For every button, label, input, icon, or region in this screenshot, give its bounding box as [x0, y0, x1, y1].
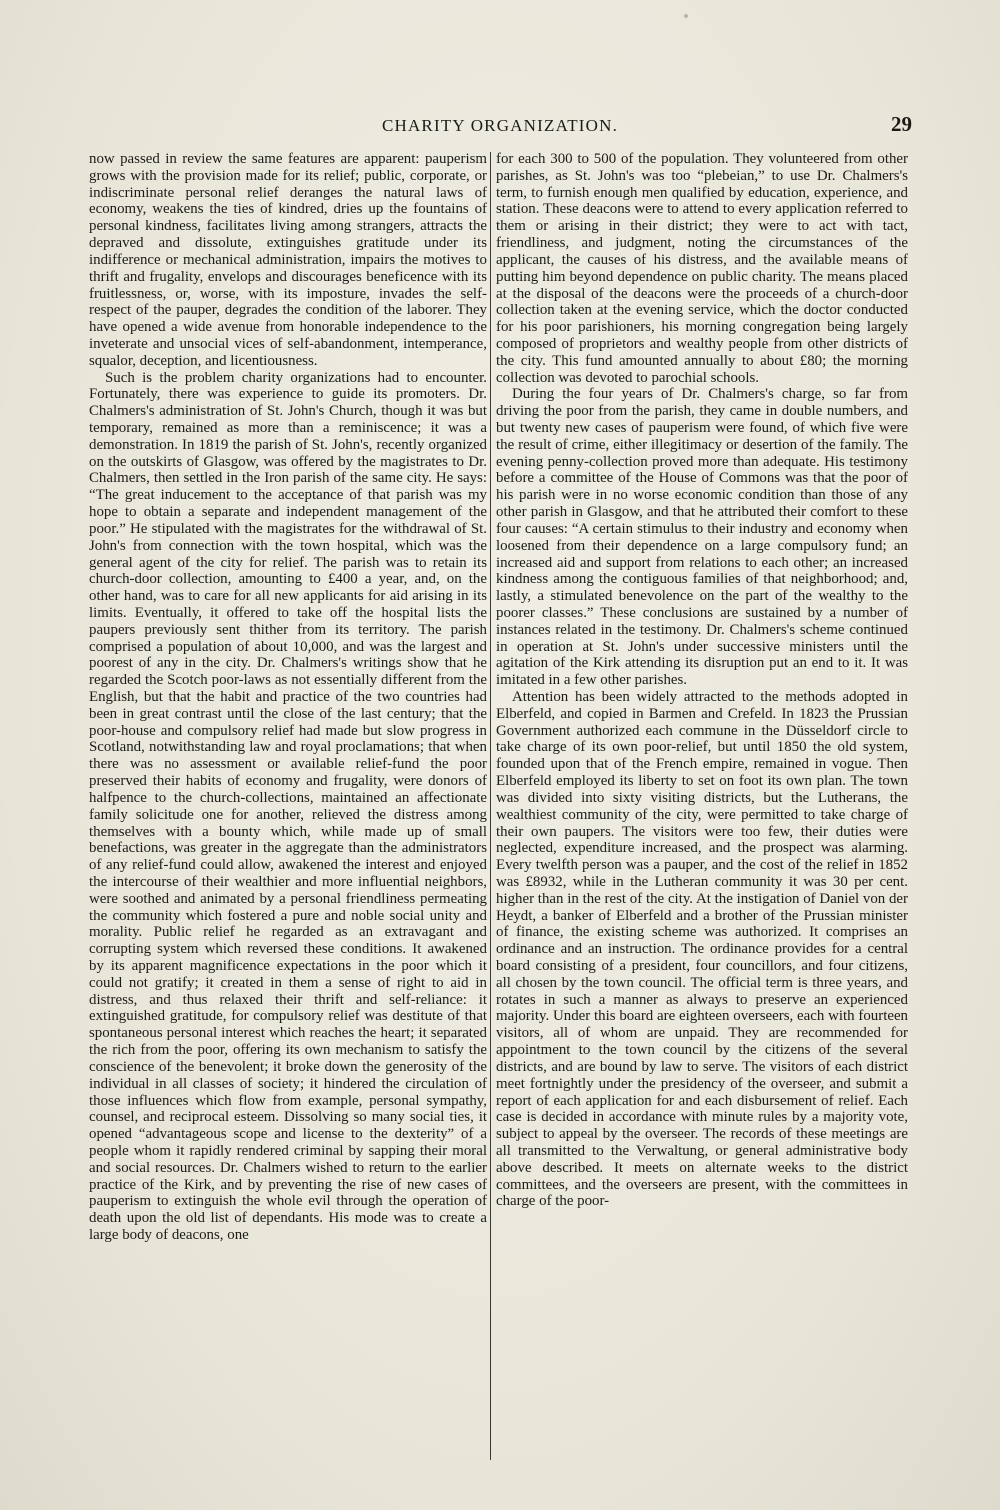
paragraph: During the four years of Dr. Chalmers's charge, so far from driving the poor from the parish, they came in double numbers, and but twenty new cases of pauperism were found, of which five were the result of crime, either illegitimacy or desertion of the family. The evening penny-collection proved more than adequate. His testimony before a committee of the House of Commons was that the poor of his parish were in no worse economic condition than those of any other parish in Glasgow, and that he attributed their comfort to these four causes: “A certain stimulus to their industry and economy when loosened from their dependence on a large compulsory fund; an increased aid and support from relations to each other; an increased kindness among the contiguous families of that neighborhood; and, lastly, a stimulated benevolence on the part of the wealthy to the poorer classes.” These conclusions are sustained by a number of instances related in the testimony. Dr. Chalmers's scheme continued in operation at St. John's under successive ministers until the agitation of the Kirk attending its disruption put an end to it. It was imitated in a few other parishes.	[496, 386, 908, 689]
page-header	[88, 112, 912, 138]
right-column	[496, 151, 908, 1471]
column-divider	[490, 152, 491, 1460]
left-column	[89, 151, 487, 1471]
paragraph: now passed in review the same features are apparent: pauperism grows with the provision made for its relief; public, corporate, or indiscriminate personal relief deranges the natural laws of economy, weakens the ties of kindred, dries up the fountains of personal kindness, facilitates living among strangers, attracts the depraved and dissolute, extinguishes gratitude under its indifference or mechanical administration, impairs the motives to thrift and frugality, envelops and discourages beneficence with its fruitlessness, or, worse, with its imposture, invades the self-respect of the pauper, degrades the condition of the laborer. They have opened a wide avenue from honorable independence to the inveterate and unsocial vices of self-abandonment, intemperance, squalor, deception, and licentiousness.	[89, 151, 487, 369]
paragraph: for each 300 to 500 of the population. They volunteered from other parishes, as St. John's was too “plebeian,” to use Dr. Chalmers's term, to furnish enough men qualified by education, experience, and station. These deacons were to attend to every application referred to them or arising in their district; they were to act with tact, friendliness, and judgment, noting the circumstances of the applicant, the causes of his distress, and the available means of putting him beyond dependence on public charity. The means placed at the disposal of the deacons were the proceeds of a church-door collection taken at the evening service, which the doctor conducted for his poor parishioners, his morning congregation being largely composed of proprietors and wealthy people from other districts of the city. This fund amounted annually to about £80; the morning collection was devoted to parochial schools.	[496, 151, 908, 386]
running-head: CHARITY ORGANIZATION.	[381, 116, 619, 135]
paragraph: Attention has been widely attracted to the methods adopted in Elberfeld, and copied in Barmen and Crefeld. In 1823 the Prussian Government authorized each commune in the Düsseldorf circle to take charge of its own poor-relief, but until 1850 the old system, founded upon that of the French empire, remained in vogue. Then Elberfeld employed its liberty to set on foot its own plan. The town was divided into sixty visiting districts, but the Lutherans, the wealthiest community of the city, were permitted to take charge of their own paupers. The visitors were too few, their duties were neglected, expenditure increased, and the prospect was alarming. Every twelfth person was a pauper, and the cost of the relief in 1852 was £8932, while in the Lutheran community it was 30 per cent. higher than in the rest of the city. At the instigation of Daniel von der Heydt, a banker of Elberfeld and a brother of the Prussian minister of finance, the existing scheme was authorized. It comprises an ordinance and an instruction. The ordinance provides for a central board consisting of a president, four councillors, and four citizens, all chosen by the town council. The official term is three years, and rotates in such a manner as always to preserve an experienced majority. Under this board are eighteen overseers, each with fourteen visitors, all of whom are unpaid. They are recommended for appointment to the town council by the citizens of the several districts, and are bound by law to serve. The visitors of each district meet fortnightly under the presidency of the overseer, and submit a report of each application for and each disbursement of relief. Each case is decided in accordance with minute rules by a majority vote, subject to appeal by the overseer. The records of these meetings are all transmitted to the Verwaltung, or general administrative body above described. It meets on alternate weeks to the district committees, and the overseers are present, with the committees in charge of the poor-	[496, 689, 908, 1210]
paper-speck	[684, 14, 688, 18]
paragraph: Such is the problem charity organizations had to encounter. Fortunately, there was experience to guide its promoters. Dr. Chalmers's administration of St. John's Church, though it was but temporary, remained as more than a reminiscence; it was a demonstration. In 1819 the parish of St. John's, recently organized on the outskirts of Glasgow, was offered by the magistrates to Dr. Chalmers, then settled in the Iron parish of the same city. He says: “The great inducement to the acceptance of that parish was my hope to obtain a separate and independent management of the poor.” He stipulated with the magistrates for the withdrawal of St. John's from connection with the town hospital, which was the general agent of the city for relief. The parish was to retain its church-door collection, amounting to £400 a year, and, on the other hand, was to care for all new applicants for aid arising in its limits. Eventually, it offered to take off the hospital lists the paupers previously sent thither from its territory. The parish comprised a population of about 10,000, and was the largest and poorest of any in the city. Dr. Chalmers's writings show that he regarded the Scotch poor-laws as not essentially different from the English, but that the habit and practice of the two countries had been in great contrast until the close of the last century; that the poor-house and compulsory relief had made but slow progress in Scotland, notwithstanding law and royal proclamations; that when there was no assessment or available relief-fund the poor preserved their habits of economy and frugality, were donors of halfpence to the church-collections, maintained an affectionate family solicitude one for another, relieved the distress among themselves with a bounty which, while made up of small benefactions, was greater in the aggregate than the administrators of any relief-fund could allow, awakened the interest and enjoyed the intercourse of their wealthier and more influential neighbors, were soothed and animated by a personal friendliness permeating the community which fostered a pure and noble social unity and morality. Public relief he regarded as an extravagant and corrupting system which reversed these conditions. It awakened by its apparent magnificence expectations in the poor which it could not gratify; it created in them a sense of right to aid in distress, and thus relaxed their thrift and self-reliance: it extinguished gratitude, for compulsory relief was destitute of that spontaneous personal interest which reaches the heart; it separated the rich from the poor, offering its own mechanism to satisfy the conscience of the benevolent; it broke down the generosity of the individual in all classes of society; it hindered the circulation of those influences which flow from example, personal sympathy, counsel, and reciprocal esteem. Dissolving so many social ties, it opened “advantageous scope and license to the dexterity” of a people whom it rapidly rendered criminal by sapping their moral and social resources. Dr. Chalmers wished to return to the earlier practice of the Kirk, and by preventing the rise of new cases of pauperism to extinguish the whole evil through the operation of death upon the old list of dependants. His mode was to create a large body of deacons, one	[89, 369, 487, 1243]
page-number: 29	[891, 112, 912, 136]
